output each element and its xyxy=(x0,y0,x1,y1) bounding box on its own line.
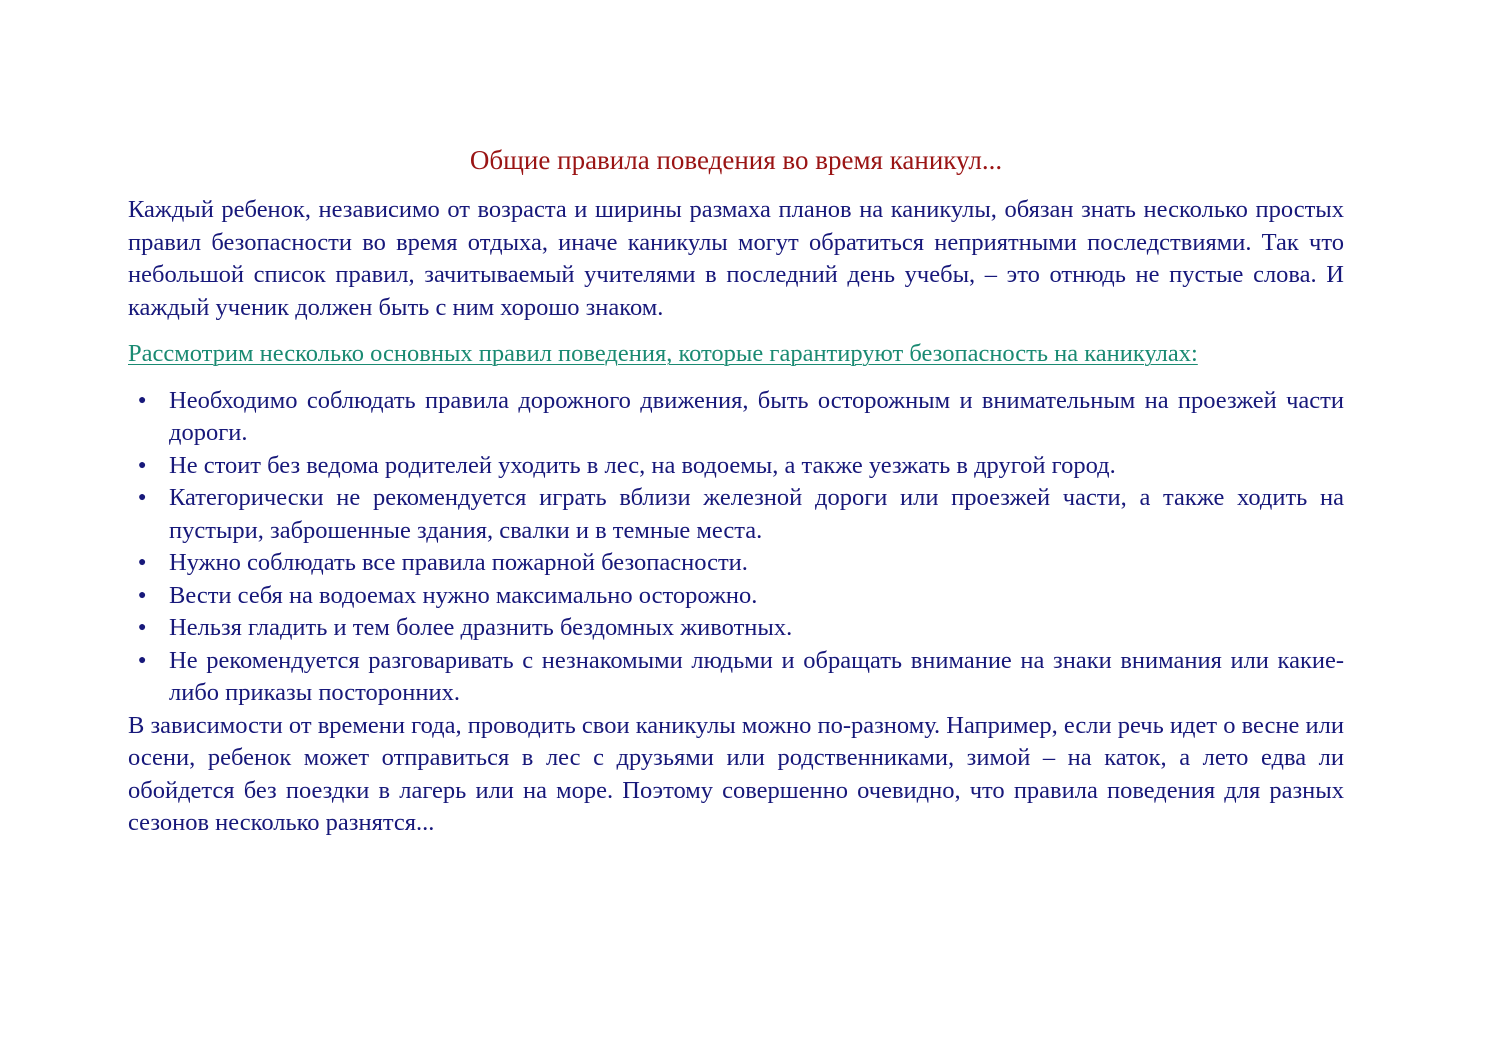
list-item xyxy=(128,385,1344,450)
list-item xyxy=(128,645,1344,710)
bullet-icon: ● xyxy=(138,490,147,505)
rule-text: Вести себя на водоемах нужно максимально осторожно. xyxy=(169,581,758,609)
list-item xyxy=(128,547,1344,580)
list-item xyxy=(128,612,1344,645)
rule-text: Необходимо соблюдать правила дорожного движения, быть осторожным и внимательным на проезжей части дороги. xyxy=(169,386,1344,446)
list-item xyxy=(128,482,1344,547)
rule-text: Не стоит без ведома родителей уходить в лес, на водоемы, а также уезжать в другой город. xyxy=(169,451,1116,479)
rule-text: Нельзя гладить и тем более дразнить бездомных животных. xyxy=(169,614,793,641)
bullet-icon: ● xyxy=(138,620,147,635)
list-item xyxy=(128,580,1344,613)
rule-text: Нужно соблюдать все правила пожарной безопасности. xyxy=(169,549,748,576)
rule-text: Не рекомендуется разговаривать с незнакомыми людьми и обращать внимание на знаки внимания или какие-либо приказы посторонних. xyxy=(169,646,1344,706)
rules-list xyxy=(128,385,1344,710)
bullet-icon: ● xyxy=(138,652,147,668)
bullet-icon: ● xyxy=(138,457,147,473)
closing-paragraph: В зависимости от времени года, проводить свои каникулы можно по-разному. Например, если речь идет о весне или осени, ребенок может отправиться в лес с друзьями или родственниками, зимой – на каток, а лето едва ли обойдется без поездки в лагерь или на море. Поэтому совершенно очевидно, что правила поведения для разных сезонов несколько разнятся... xyxy=(128,711,1344,836)
rule-text: Категорически не рекомендуется играть вблизи железной дороги или проезжей части, а также ходить на пустыри, заброшенные здания, свалки и в темные места. xyxy=(169,484,1344,544)
bullet-icon: ● xyxy=(138,555,147,570)
bullet-icon: ● xyxy=(138,392,147,408)
bullet-icon: ● xyxy=(138,587,147,603)
document-page xyxy=(128,140,1344,840)
rules-lead-text: Рассмотрим несколько основных правил поведения, которые гарантируют безопасность на каникулах: xyxy=(128,340,1198,367)
document-title: Общие правила поведения во время каникул... xyxy=(469,145,1003,175)
intro-paragraph: Каждый ребенок, независимо от возраста и ширины размаха планов на каникулы, обязан знать несколько простых правил безопасности во время отдыха, иначе каникулы могут обратиться неприятными последствиями. Так что небольшой список правил, зачитываемый учителями в последний день учебы, – это отнюдь не пустые слова. И каждый ученик должен быть с ним хорошо знаком. xyxy=(128,196,1344,321)
list-item xyxy=(128,450,1344,483)
